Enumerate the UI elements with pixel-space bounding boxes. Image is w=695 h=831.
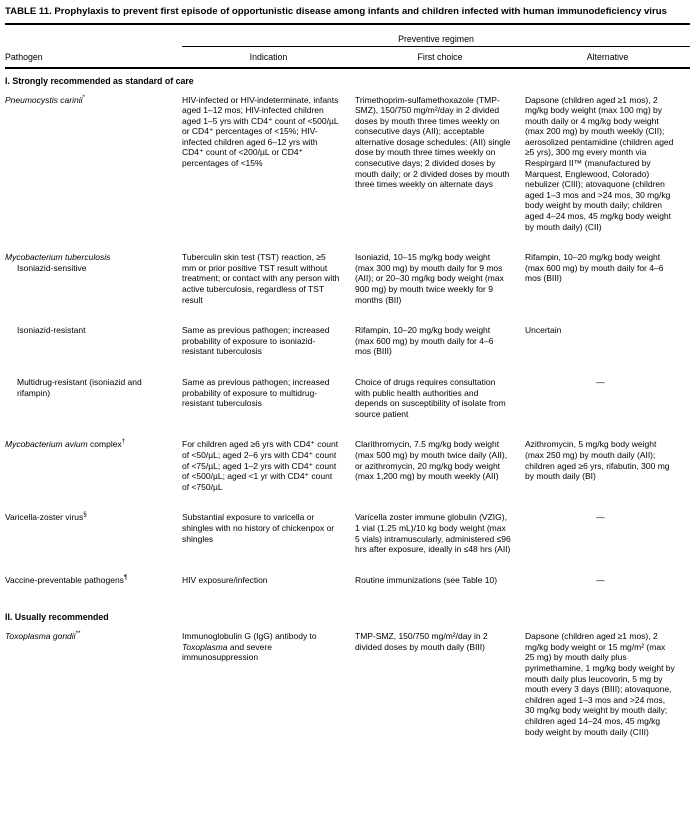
first-choice-cell: Varicella zoster immune globulin (VZIG), 1 vial (1.25 mL)/10 kg body weight (max 5 vials) intramuscularly, administered ≤96 hrs after exposure, ideally in ≤48 hrs (AII) xyxy=(355,512,511,555)
indication-cell xyxy=(182,631,355,757)
alternative-cell: Dapsone (children aged ≥1 mos), 2 mg/kg body weight or 15 mg/m² (max 25 mg) by mouth daily plus pyrimethamine, 1 mg/kg body weight by mouth daily plus leucovorin, 5 mg by mouth every 3 days (BIII); atovaquone, children aged 1–3 mos and >24 mos, 30 mg/kg body weight by mouth daily; children aged 14–24 mos, 45 mg/kg body weight by mouth daily (CIII) xyxy=(525,631,675,737)
cell-text: Toxoplasma gondii xyxy=(5,631,76,642)
table-row xyxy=(5,575,690,606)
cell-text: Varicella-zoster virus xyxy=(5,512,84,523)
table-row xyxy=(5,377,690,439)
first-choice-cell: TMP-SMZ, 150/750 mg/m²/day in 2 divided doses by mouth daily (BIII) xyxy=(355,631,488,652)
cell-text: Mycobacterium avium xyxy=(5,439,88,450)
pathogen-cell xyxy=(5,252,182,325)
column-header-row xyxy=(5,47,690,68)
cell-text: Isoniazid-sensitive xyxy=(17,262,87,273)
table-body xyxy=(5,68,690,758)
first-choice-cell: Choice of drugs requires consultation with public health authorities and depends on susceptibility of isolate from source patient xyxy=(355,376,506,419)
alternative-cell: — xyxy=(596,376,605,387)
table-row xyxy=(5,439,690,512)
footnote-marker: * xyxy=(82,93,85,101)
pathogen-cell xyxy=(5,631,182,757)
indication-cell: Same as previous pathogen; increased probability of exposure to multidrug-resistant tuberculosis xyxy=(182,376,330,409)
cell-text: Mycobacterium tuberculosis xyxy=(5,252,111,263)
table-row xyxy=(5,325,690,377)
footnote-marker: § xyxy=(83,511,87,519)
alternative-cell: Rifampin, 10–20 mg/kg body weight (max 600 mg) by mouth daily for 4–6 mos (BIII) xyxy=(525,252,664,284)
pathogen-cell xyxy=(5,575,182,606)
cell-text: Isoniazid-resistant xyxy=(17,325,86,336)
alternative-cell: Uncertain xyxy=(525,325,562,336)
cell-text: Toxoplasma xyxy=(182,641,228,652)
table-row xyxy=(5,95,690,253)
spanner-label: Preventive regimen xyxy=(182,25,690,47)
column-header-first-choice: First choice xyxy=(355,47,525,68)
alternative-cell: — xyxy=(596,512,605,523)
column-header-indication: Indication xyxy=(182,47,355,68)
section-row xyxy=(5,605,690,631)
footnote-marker: ¶ xyxy=(123,573,128,581)
indication-cell: HIV-infected or HIV-indeterminate, infants aged 1–12 mos; HIV-infected children aged 1–5 yrs with CD4⁺ count of <500/µL or CD4⁺ percentages of <15%; HIV-infected children aged 6–12 yrs with CD4⁺ count of <200/µL or CD4⁺ percentages of <15% xyxy=(182,94,339,169)
indication-cell: For children aged ≥6 yrs with CD4⁺ count of <50/µL; aged 2–6 yrs with CD4⁺ count of <75/µL; aged 1–2 yrs with CD4⁺ count of <500/µL; aged <1 yr with CD4⁺ count of <750/µL xyxy=(182,439,339,492)
pathogen-cell xyxy=(5,512,182,574)
footnote-marker: † xyxy=(121,438,126,446)
indication-cell: HIV exposure/infection xyxy=(182,574,268,585)
first-choice-cell: Isoniazid, 10–15 mg/kg body weight (max 300 mg) by mouth daily for 9 mos (AII); or 20–30 mg/kg body weight (max 900 mg) by mouth twice weekly for 9 months (BII) xyxy=(355,252,504,305)
pathogen-cell xyxy=(5,439,182,512)
table-title: TABLE 11. Prophylaxis to prevent first episode of opportunistic disease among infants and children infected with human immunodeficiency virus xyxy=(5,6,667,17)
pathogen-cell xyxy=(5,325,182,377)
table-row xyxy=(5,631,690,757)
spanner-row xyxy=(5,25,690,47)
table-row xyxy=(5,252,690,325)
indication-cell: Tuberculin skin test (TST) reaction, ≥5 mm or prior positive TST result without treatment; or contact with any person with active tuberculosis, regardless of TST result xyxy=(182,252,340,305)
cell-text: Immunoglobulin G (IgG) antibody to xyxy=(182,631,317,642)
indication-cell: Same as previous pathogen; increased probability of exposure to isoniazid-resistant tuberculosis xyxy=(182,325,330,357)
cell-text: Multidrug-resistant (isoniazid and rifampin) xyxy=(17,376,142,398)
table-row xyxy=(5,512,690,574)
first-choice-cell: Clarithromycin, 7.5 mg/kg body weight (max 500 mg) by mouth twice daily (AII), or azithromycin, 20 mg/kg body weight (max 1,200 mg) by mouth weekly (AII) xyxy=(355,439,508,482)
first-choice-cell: Trimethoprim-sulfamethoxazole (TMP-SMZ), 150/750 mg/m²/day in 2 divided doses by mouth three times weekly on consecutive days (AII); acceptable alternative dosage schedules: (AII) single dose by mouth three times weekly on consecutive days; 2 divided doses by mouth daily; or 2 divided doses by mouth three times weekly on alternate days xyxy=(355,94,511,190)
section-label: II. Usually recommended xyxy=(5,612,109,623)
column-header-pathogen: Pathogen xyxy=(5,47,182,68)
alternative-cell: Azithromycin, 5 mg/kg body weight (max 250 mg) by mouth daily (AII); children aged ≥6 yrs, rifabutin, 300 mg by mouth daily (BI) xyxy=(525,439,670,482)
cell-text: Pneumocystis carinii xyxy=(5,94,83,105)
pathogen-cell xyxy=(5,377,182,439)
first-choice-cell: Rifampin, 10–20 mg/kg body weight (max 600 mg) by mouth daily for 4–6 mos (BIII) xyxy=(355,325,494,357)
prophylaxis-table xyxy=(5,25,690,758)
first-choice-cell: Routine immunizations (see Table 10) xyxy=(355,574,498,585)
table-header xyxy=(5,25,690,68)
indication-cell: Substantial exposure to varicella or shingles with no history of chickenpox or shingles xyxy=(182,512,335,544)
section-row xyxy=(5,68,690,95)
section-label: I. Strongly recommended as standard of care xyxy=(5,75,194,86)
cell-text: complex xyxy=(87,439,122,450)
cell-text: and severe immunosuppression xyxy=(182,641,272,663)
alternative-cell: — xyxy=(596,574,605,585)
footnote-marker: ** xyxy=(75,630,81,638)
alternative-cell: Dapsone (children aged ≥1 mos), 2 mg/kg body weight (max 100 mg) by mouth daily or 4 mg/kg body weight (max 200 mg) by mouth weekly (CII); aerosolized pentamidine (children aged ≥5 yrs), 300 mg every month via Respirgard II™ (manufactured by Marquest, Englewood, Colorado) nebulizer (CIII); atovaquone (children aged 1–3 mos and >24 mos, 30 mg/kg body weight by mouth daily; children aged 4–24 mos, 45 mg/kg body weight by mouth daily) (CII) xyxy=(525,94,674,232)
column-header-alternative: Alternative xyxy=(525,47,690,68)
spanner-spacer xyxy=(5,25,182,47)
pathogen-cell xyxy=(5,95,182,253)
cell-text: Vaccine-preventable pathogens xyxy=(5,574,124,585)
